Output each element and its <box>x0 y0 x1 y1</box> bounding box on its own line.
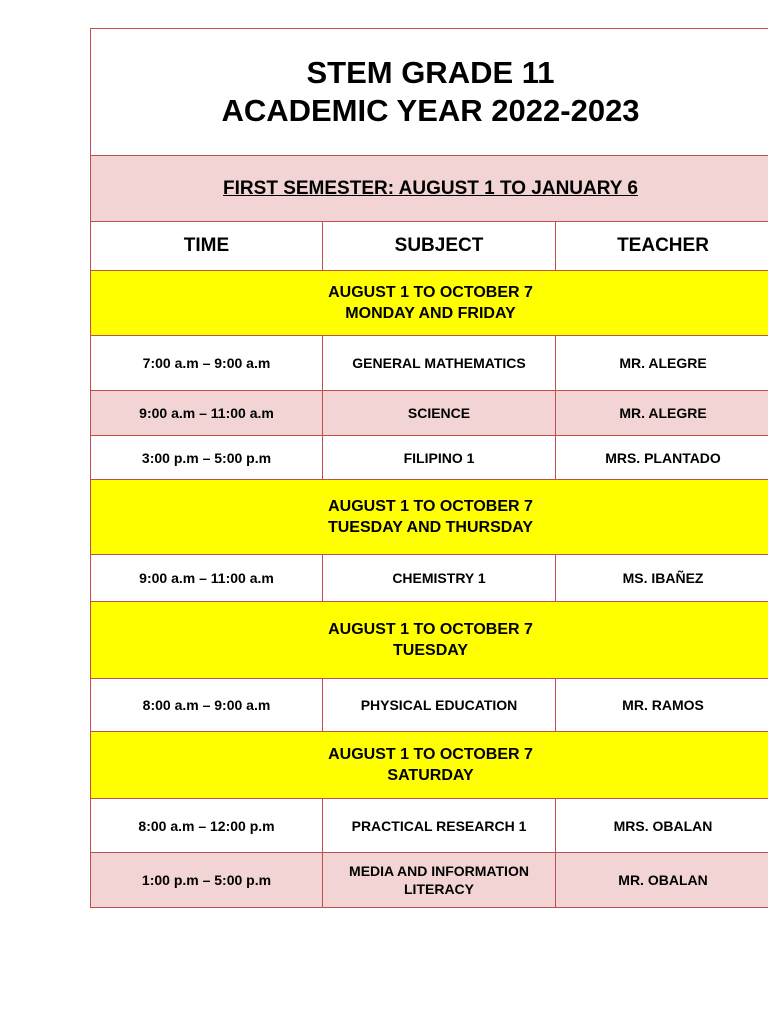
title-line-1: STEM GRADE 11 <box>306 55 555 90</box>
period-header <box>91 271 768 336</box>
cell-time: 8:00 a.m – 12:00 p.m <box>91 799 323 853</box>
cell-subject: GENERAL MATHEMATICS <box>323 336 556 391</box>
cell-teacher: MRS. PLANTADO <box>556 436 768 480</box>
page-title <box>91 29 768 156</box>
cell-time: 8:00 a.m – 9:00 a.m <box>91 679 323 732</box>
cell-teacher: MR. ALEGRE <box>556 391 768 436</box>
period-header <box>91 732 768 799</box>
cell-teacher: MRS. OBALAN <box>556 799 768 853</box>
schedule-row <box>91 679 768 732</box>
schedule-row <box>91 436 768 480</box>
schedule-row <box>91 391 768 436</box>
cell-subject: FILIPINO 1 <box>323 436 556 480</box>
cell-teacher: MR. RAMOS <box>556 679 768 732</box>
cell-subject: PRACTICAL RESEARCH 1 <box>323 799 556 853</box>
schedule-sheet <box>90 28 768 908</box>
semester-label: FIRST SEMESTER: AUGUST 1 TO JANUARY 6 <box>223 177 638 199</box>
cell-subject: CHEMISTRY 1 <box>323 555 556 602</box>
period-date-range: AUGUST 1 TO OCTOBER 7 <box>328 498 533 515</box>
cell-teacher: MS. IBAÑEZ <box>556 555 768 602</box>
cell-time: 7:00 a.m – 9:00 a.m <box>91 336 323 391</box>
cell-time: 9:00 a.m – 11:00 a.m <box>91 391 323 436</box>
column-header-teacher: TEACHER <box>556 222 768 271</box>
cell-time: 1:00 p.m – 5:00 p.m <box>91 853 323 908</box>
cell-teacher: MR. OBALAN <box>556 853 768 908</box>
cell-time: 3:00 p.m – 5:00 p.m <box>91 436 323 480</box>
cell-subject: PHYSICAL EDUCATION <box>323 679 556 732</box>
period-days: TUESDAY <box>393 642 468 659</box>
schedule-row <box>91 799 768 853</box>
cell-subject: MEDIA AND INFORMATION LITERACY <box>323 853 556 908</box>
period-days: MONDAY AND FRIDAY <box>345 305 516 322</box>
period-date-range: AUGUST 1 TO OCTOBER 7 <box>328 621 533 638</box>
period-date-range: AUGUST 1 TO OCTOBER 7 <box>328 284 533 301</box>
cell-subject: SCIENCE <box>323 391 556 436</box>
column-header-subject: SUBJECT <box>323 222 556 271</box>
period-header-row <box>91 480 768 555</box>
schedule-row <box>91 853 768 908</box>
schedule-row <box>91 555 768 602</box>
schedule-table <box>90 28 768 908</box>
column-header-time: TIME <box>91 222 323 271</box>
cell-time: 9:00 a.m – 11:00 a.m <box>91 555 323 602</box>
period-header-row <box>91 732 768 799</box>
period-days: TUESDAY AND THURSDAY <box>327 519 534 536</box>
column-header-row <box>91 222 768 271</box>
cell-teacher: MR. ALEGRE <box>556 336 768 391</box>
period-header <box>91 480 768 555</box>
period-header-row <box>91 602 768 679</box>
semester-banner <box>91 156 768 222</box>
period-date-range: AUGUST 1 TO OCTOBER 7 <box>328 746 533 763</box>
schedule-row <box>91 336 768 391</box>
period-days: SATURDAY <box>387 767 474 784</box>
period-header <box>91 602 768 679</box>
period-header-row <box>91 271 768 336</box>
title-line-2: ACADEMIC YEAR 2022-2023 <box>221 93 640 128</box>
